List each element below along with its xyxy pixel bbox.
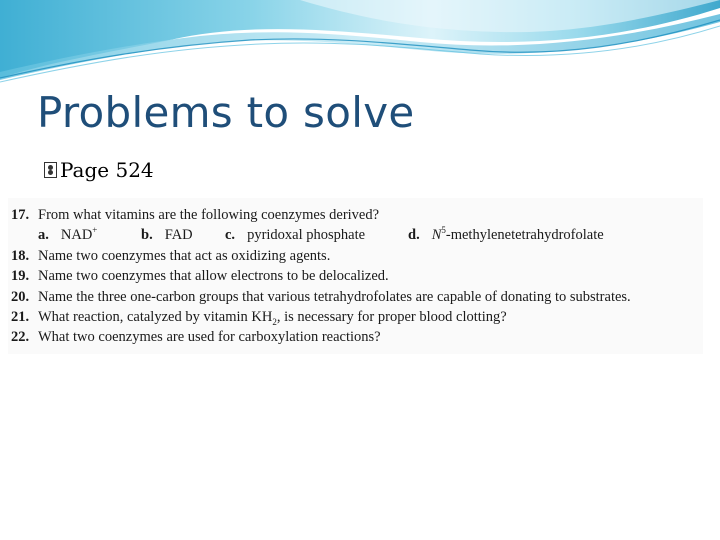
header-wave-banner — [0, 0, 720, 90]
problem-text-part: , is necessary for proper blood clotting? — [276, 308, 507, 325]
problem-21 — [8, 307, 703, 327]
page-reference-text: Page 524 — [60, 158, 154, 182]
problem-22 — [8, 327, 703, 347]
problem-17 — [8, 205, 703, 225]
problem-17-options — [8, 225, 703, 245]
problem-text: Name two coenzymes that allow electrons to be delocalized. — [38, 268, 389, 285]
option-text: -methylenetetrahydrofolate — [445, 227, 604, 244]
page-reference — [44, 158, 154, 182]
slide-title: Problems to solve — [37, 88, 415, 137]
superscript: 5 — [441, 225, 446, 236]
option-letter: c. — [225, 227, 236, 244]
problem-number: 19. — [11, 268, 30, 285]
option-italic-n: N — [431, 227, 442, 244]
missing-glyph-box-icon — [44, 162, 57, 178]
superscript: + — [92, 225, 98, 236]
option-b — [141, 225, 193, 245]
option-a — [38, 225, 97, 245]
problem-text: Name the three one-carbon groups that various tetrahydrofolates are capable of donating to substrates. — [38, 288, 631, 305]
problem-text: What two coenzymes are used for carboxylation reactions? — [38, 329, 381, 346]
problem-20 — [8, 287, 703, 307]
option-letter: b. — [141, 227, 153, 244]
problem-list-image — [8, 198, 703, 354]
problem-text: Name two coenzymes that act as oxidizing agents. — [38, 247, 331, 264]
option-text: pyridoxal phosphate — [247, 227, 366, 244]
problem-19 — [8, 266, 703, 286]
option-text: FAD — [164, 227, 193, 244]
problem-number: 18. — [11, 247, 30, 264]
problem-number: 17. — [11, 207, 30, 223]
option-text: NAD — [60, 227, 93, 244]
option-c — [225, 225, 365, 245]
problem-text — [38, 307, 507, 327]
option-d — [408, 225, 604, 245]
problem-18 — [8, 246, 703, 266]
option-letter: d. — [408, 227, 420, 244]
problem-number: 20. — [11, 288, 30, 305]
problem-text: From what vitamins are the following coenzymes derived? — [38, 207, 380, 223]
problem-text-part: What reaction, catalyzed by vitamin KH — [38, 308, 273, 325]
problem-number: 21. — [11, 308, 30, 325]
problem-number: 22. — [11, 329, 30, 346]
subscript: 2 — [272, 316, 277, 327]
option-letter: a. — [38, 227, 49, 244]
